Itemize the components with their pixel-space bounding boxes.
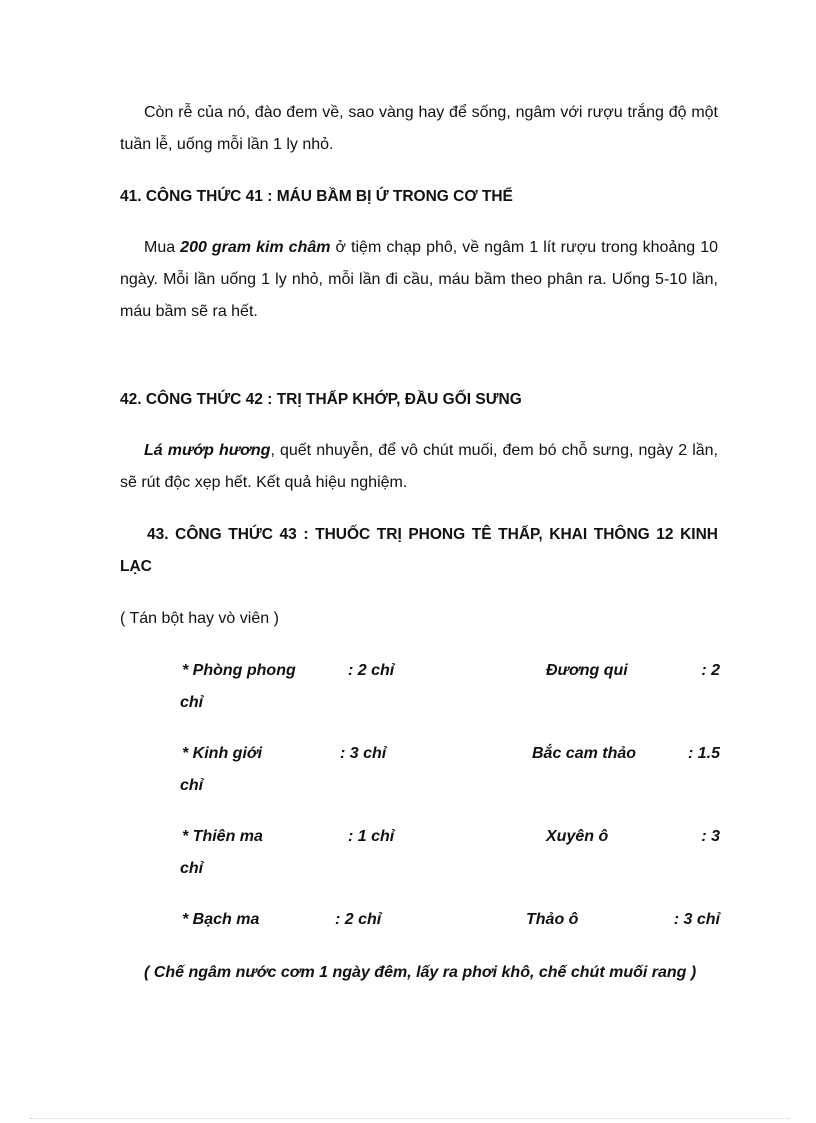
ingredient-left-quantity: : 2 chỉ [335,911,382,928]
ingredient-left-name: * Thiên ma [182,828,263,845]
ingredient-row [180,904,720,936]
ingredient-left-quantity: : 3 chỉ [340,745,387,762]
ingredient-left-quantity: : 1 chỉ [348,828,395,845]
ingredient-left-name: * Phòng phong [182,662,296,679]
ingredient-right-quantity: : 1.5 [687,745,720,762]
ingredient-unit-wrap: chỉ [180,694,204,711]
ingredient-unit-wrap: chỉ [180,777,204,794]
ingredient-left-quantity: : 2 chỉ [348,662,395,679]
recipe-41-heading: 41. CÔNG THỨC 41 : MÁU BẦM BỊ Ứ TRONG CƠ THỂ [120,188,513,205]
ingredient-left-name: * Bạch ma [182,911,260,928]
page-footer-divider [30,1118,790,1119]
recipe-43-subnote: ( Tán bột hay vò viên ) [120,610,279,627]
ingredient-left-name: * Kinh giới [182,745,263,762]
recipe-41-text-after: ở tiệm chạp phô, về ngâm 1 lít rượu trong khoảng 10 ngày. Mỗi lần uống 1 ly nhỏ, mỗi lần đi cầu, máu bầm theo phân ra. Uống 5-10 lần, máu bầm sẽ ra hết. [120,239,718,320]
recipe-41-highlight: 200 gram kim châm [180,239,331,256]
ingredient-row [180,738,720,802]
recipe-42-highlight: Lá mướp hương [144,442,271,459]
ingredient-right-quantity: : 3 [701,828,720,845]
ingredient-right-quantity: : 2 [701,662,720,679]
recipe-42-paragraph [120,435,718,499]
recipe-42-text-after: , quết nhuyễn, để vô chút muối, đem bó chỗ sưng, ngày 2 lần, sẽ rút độc xẹp hết. Kết quả hiệu nghiệm. [120,442,719,491]
recipe-42-heading: 42. CÔNG THỨC 42 : TRỊ THẤP KHỚP, ĐẦU GỐI SƯNG [120,391,522,408]
intro-paragraph: Còn rễ của nó, đào đem về, sao vàng hay để sống, ngâm với rượu trắng độ một tuần lễ, uống mỗi lần 1 ly nhỏ. [120,104,718,153]
recipe-43-closing-note: ( Chế ngâm nước cơm 1 ngày đêm, lấy ra phơi khô, chế chút muối rang ) [144,964,697,981]
recipe-43-heading: 43. CÔNG THỨC 43 : THUỐC TRỊ PHONG TÊ THẤP, KHAI THÔNG 12 KINH LẠC [120,526,718,575]
ingredient-right-name: Xuyên ô [546,828,609,845]
ingredient-row [180,655,720,719]
recipe-41-paragraph [120,232,718,328]
ingredient-right-name: Thảo ô [526,911,579,928]
ingredient-unit-wrap: chỉ [180,860,204,877]
ingredient-right-quantity: : 3 chỉ [673,911,720,928]
recipe-41-text-before: Mua [144,239,181,256]
ingredient-right-name: Đương qui [546,662,628,679]
ingredient-right-name: Bắc cam thảo [532,745,637,762]
ingredient-row [180,821,720,885]
